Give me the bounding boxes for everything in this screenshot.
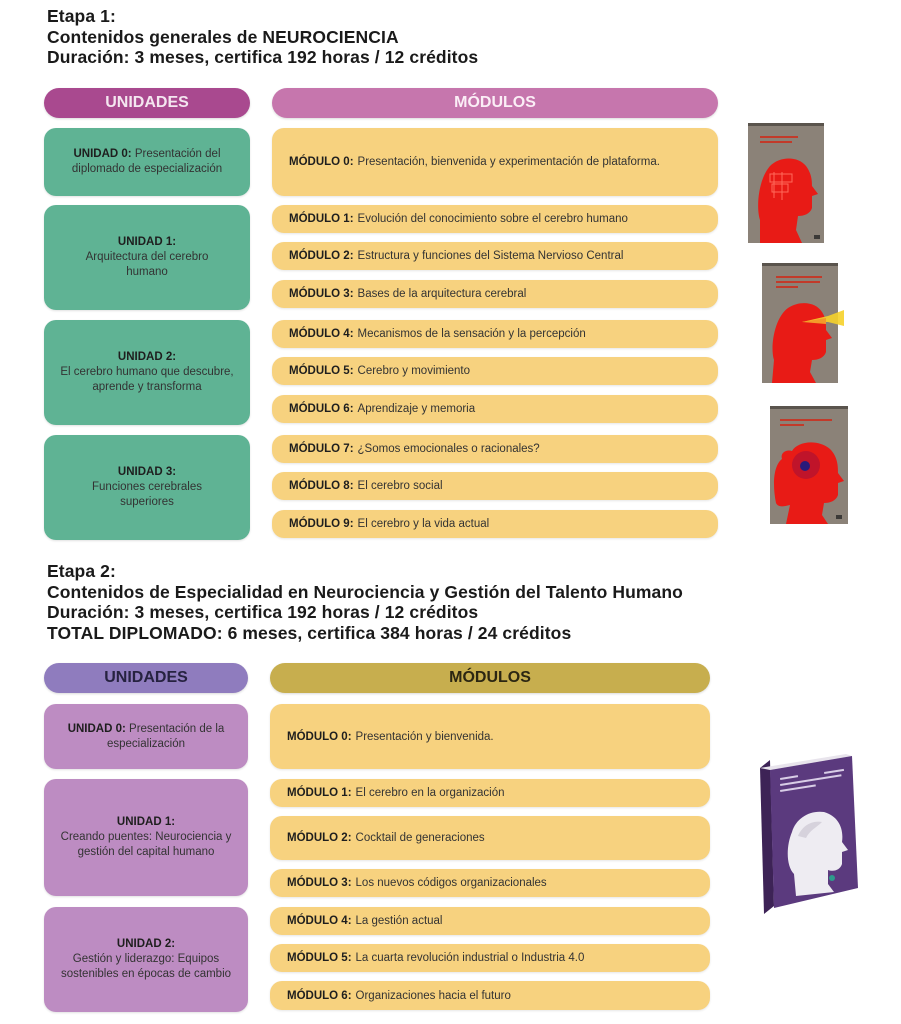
module-label: MÓDULO 0:: [289, 156, 354, 168]
module-text: Estructura y funciones del Sistema Nervioso Central: [357, 250, 624, 262]
module-label: MÓDULO 2:: [287, 832, 352, 844]
stage1-module-2: [272, 242, 718, 270]
stage1-duration: Duración: 3 meses, certifica 192 horas / 12 créditos: [47, 47, 479, 67]
unit-text: Funciones cerebrales superiores: [92, 481, 202, 508]
stage1-unit-3: [44, 435, 250, 540]
stage2-title: Etapa 2:: [47, 561, 116, 581]
unit-text: Arquitectura del cerebro humano: [85, 251, 209, 278]
unit-label: UNIDAD 1:: [117, 236, 177, 248]
stage1-module-8: [272, 472, 718, 500]
stage1-unit-2: [44, 320, 250, 425]
module-text: El cerebro en la organización: [355, 787, 505, 799]
unit-text: Presentación del diplomado de especialización: [71, 148, 223, 175]
unit-text: El cerebro humano que descubre, aprende y transforma: [60, 366, 234, 393]
module-text: Bases de la arquitectura cerebral: [357, 288, 527, 300]
module-label: MÓDULO 6:: [287, 989, 352, 1002]
module-text: Los nuevos códigos organizacionales: [355, 877, 547, 889]
module-text: Evolución del conocimiento sobre el cerebro humano: [357, 213, 628, 225]
module-text: La gestión actual: [355, 915, 443, 927]
stage2-modules-header: MÓDULOS: [270, 663, 710, 693]
module-label: MÓDULO 1:: [289, 213, 354, 225]
stage1-unit-0: [44, 128, 250, 196]
unit-text: Presentación de la especialización: [107, 722, 225, 750]
stage1-unit-1: [44, 205, 250, 310]
module-label: MÓDULO 6:: [289, 403, 354, 415]
stage1-module-4: [272, 320, 718, 348]
stage2-subtitle: Contenidos de Especialidad en Neurociencia y Gestión del Talento Humano: [47, 581, 683, 602]
stage1-subtitle: Contenidos generales de NEUROCIENCIA: [47, 26, 399, 47]
stage2-module-3: [270, 869, 710, 897]
module-text: Presentación, bienvenida y experimentación de plataforma.: [357, 156, 660, 168]
module-text: Cerebro y movimiento: [357, 365, 471, 377]
stage1-title: Etapa 1:: [47, 6, 116, 26]
stage1-modules-header: MÓDULOS: [272, 88, 718, 118]
module-text: Cocktail de generaciones: [355, 832, 485, 844]
unit-label: UNIDAD 2:: [116, 938, 176, 950]
module-label: MÓDULO 5:: [289, 365, 354, 377]
stage1-module-0: [272, 128, 718, 196]
stage2-unit-1: [44, 779, 248, 896]
unit-text: Gestión y liderazgo: Equipos sostenibles en épocas de cambio: [60, 953, 232, 980]
module-text: El cerebro y la vida actual: [357, 518, 490, 530]
module-text: Organizaciones hacia el futuro: [355, 989, 511, 1002]
stage1-module-7: [272, 435, 718, 463]
stage1-module-1: [272, 205, 718, 233]
unit-text: Creando puentes: Neurociencia y gestión del capital humano: [60, 831, 232, 858]
stage2-module-4: [270, 907, 710, 935]
stage2-module-2: [270, 816, 710, 860]
stage2-module-1: [270, 779, 710, 807]
module-label: MÓDULO 4:: [289, 328, 354, 340]
stage2-total: TOTAL DIPLOMADO: 6 meses, certifica 384 horas / 24 créditos: [47, 622, 572, 643]
stage2-units-header: UNIDADES: [44, 663, 248, 693]
unit-label: UNIDAD 1:: [116, 816, 176, 828]
book-head-white-icon: [752, 746, 862, 921]
module-label: MÓDULO 4:: [287, 915, 352, 927]
book-head-light-icon: [760, 260, 846, 386]
stage2-module-6: [270, 981, 710, 1010]
module-text: La cuarta revolución industrial o Industria 4.0: [355, 952, 585, 964]
module-label: MÓDULO 9:: [289, 518, 354, 530]
stage1-module-3: [272, 280, 718, 308]
module-text: Mecanismos de la sensación y la percepción: [357, 328, 586, 340]
book-head-brain-icon: [746, 120, 828, 246]
stage1-units-header: UNIDADES: [44, 88, 250, 118]
module-label: MÓDULO 8:: [289, 480, 354, 492]
module-label: MÓDULO 1:: [287, 787, 352, 799]
module-label: MÓDULO 3:: [289, 288, 354, 300]
unit-label: UNIDAD 0:: [67, 722, 126, 735]
module-text: ¿Somos emocionales o racionales?: [357, 443, 540, 455]
module-label: MÓDULO 5:: [287, 952, 352, 964]
stage2-module-0: [270, 704, 710, 769]
module-label: MÓDULO 2:: [289, 250, 354, 262]
stage2-heading: [47, 561, 683, 643]
unit-label: UNIDAD 0:: [73, 148, 132, 160]
stage1-module-6: [272, 395, 718, 423]
stage1-heading: [47, 6, 478, 68]
stage2-module-5: [270, 944, 710, 972]
stage2-duration: Duración: 3 meses, certifica 192 horas / 12 créditos: [47, 602, 479, 622]
stage1-module-9: [272, 510, 718, 538]
module-text: Aprendizaje y memoria: [357, 403, 476, 415]
stage1-module-5: [272, 357, 718, 385]
stage2-unit-0: [44, 704, 248, 769]
module-text: El cerebro social: [357, 480, 443, 492]
unit-label: UNIDAD 2:: [117, 351, 177, 363]
module-label: MÓDULO 0:: [287, 730, 352, 743]
stage2-unit-2: [44, 907, 248, 1012]
module-text: Presentación y bienvenida.: [355, 730, 494, 743]
module-label: MÓDULO 3:: [287, 877, 352, 889]
book-head-ponytail-icon: [768, 403, 854, 527]
unit-label: UNIDAD 3:: [117, 466, 177, 478]
module-label: MÓDULO 7:: [289, 443, 354, 455]
